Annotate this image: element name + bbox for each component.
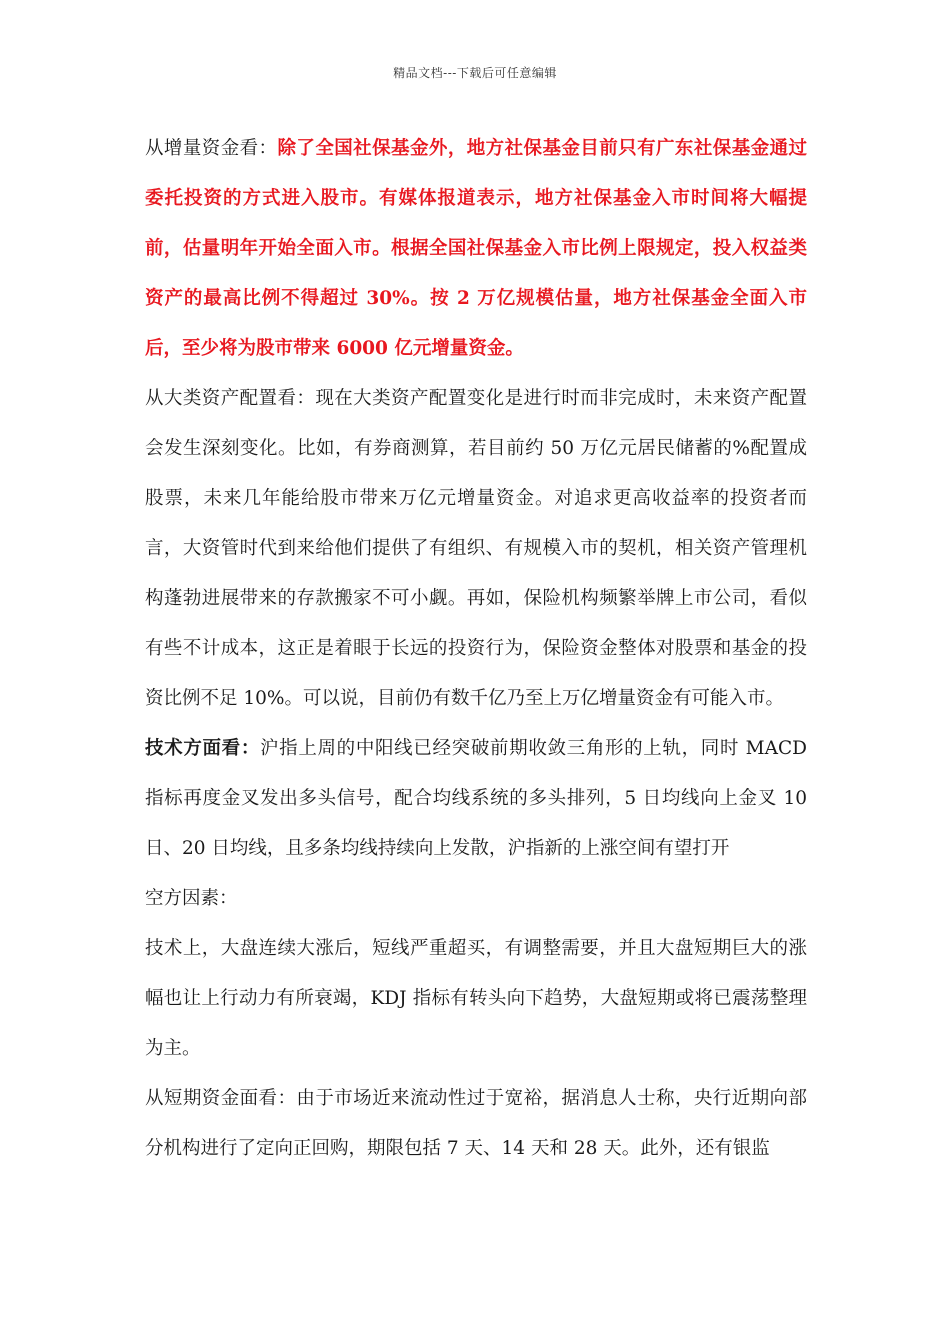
paragraph-technical-bearish: 技术上，大盘连续大涨后，短线严重超买，有调整需要，并且大盘短期巨大的涨幅也让上行动力有所衰竭，KDJ 指标有转头向下趋势，大盘短期或将已震荡整理为主。 bbox=[145, 938, 807, 1059]
paragraph-bearish-factors-heading: 空方因素： bbox=[145, 888, 238, 909]
paragraph-incremental-funds bbox=[145, 124, 807, 374]
paragraph-lead: 从增量资金看： bbox=[145, 138, 278, 159]
page-header: 精品文档---下载后可任意编辑 bbox=[393, 66, 557, 80]
paragraph-short-term-funds: 从短期资金面看：由于市场近来流动性过于宽裕，据消息人士称，央行近期向部分机构进行了定向正回购，期限包括 7 天、14 天和 28 天。此外，还有银监 bbox=[145, 1088, 807, 1159]
paragraph-asset-allocation: 从大类资产配置看：现在大类资产配置变化是进行时而非完成时，未来资产配置会发生深刻变化。比如，有券商测算，若目前约 50 万亿元居民储蓄的%配置成股票，未来几年能给股市带来万亿元增量资金。对追求更高收益率的投资者而言，大资管时代到来给他们提供了有组织、有规模入市的契机，相关资产管理机构蓬勃进展带来的存款搬家不可小觑。再如，保险机构频繁举牌上市公司，看似有些不计成本，这正是着眼于长远的投资行为，保险资金整体对股票和基金的投资比例不足 10%。可以说，目前仍有数千亿乃至上万亿增量资金有可能入市。 bbox=[145, 388, 807, 709]
paragraph-text: 沪指上周的中阳线已经突破前期收敛三角形的上轨，同时 MACD 指标再度金叉发出多头信号，配合均线系统的多头排列，5 日均线向上金叉 10 日、20 日均线，且多条均线持续向上发散，沪指新的上涨空间有望打开 bbox=[145, 738, 807, 859]
paragraph-technical bbox=[145, 724, 807, 874]
paragraph-lead: 技术方面看： bbox=[145, 738, 260, 759]
highlighted-text: 除了全国社保基金外，地方社保基金目前只有广东社保基金通过委托投资的方式进入股市。有媒体报道表示，地方社保基金入市时间将大幅提前，估量明年开始全面入市。根据全国社保基金入市比例上限规定，投入权益类资产的最高比例不得超过 30%。按 2 万亿规模估量，地方社保基金全面入市后，至少将为股市带来 6000 亿元增量资金。 bbox=[145, 138, 807, 359]
document-body bbox=[145, 124, 807, 1174]
